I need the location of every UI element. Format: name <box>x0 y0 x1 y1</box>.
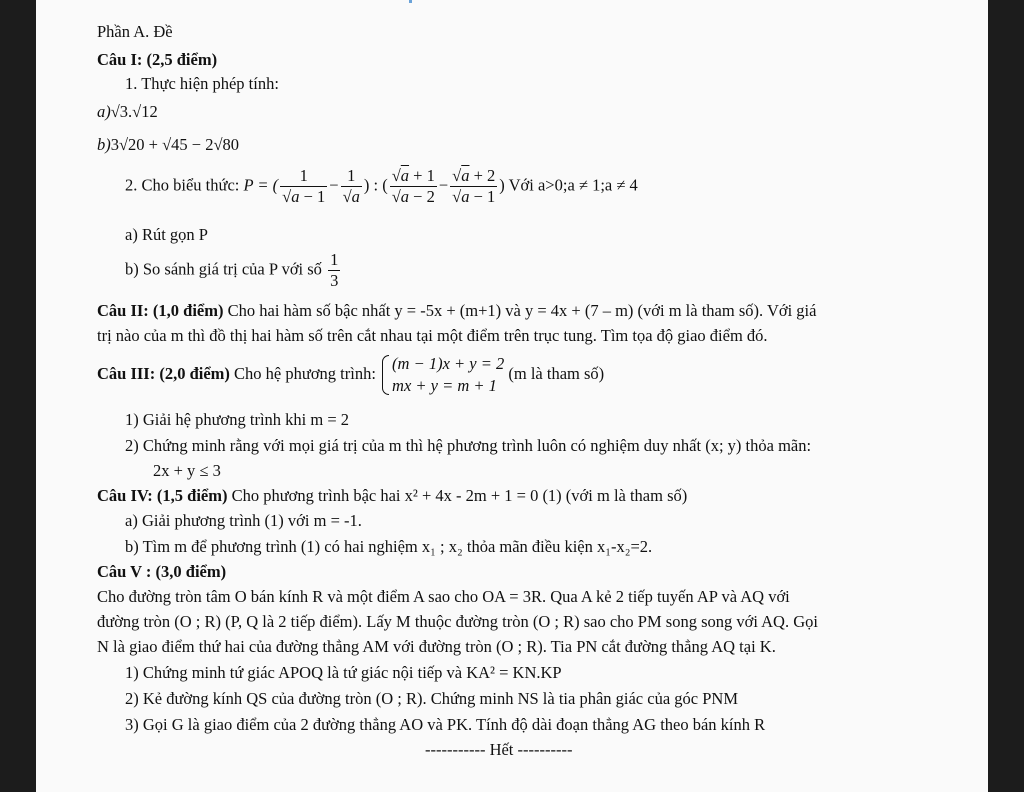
q1-part-b <box>97 135 239 155</box>
parameter-note: (m là tham số) <box>508 363 605 383</box>
question-2-title: Câu II: (1,0 điểm) <box>97 301 224 320</box>
q5-paragraph-1: Cho đường tròn tâm O bán kính R và một điểm A sao cho OA = 3R. Qua A kẻ 2 tiếp tuyến AP và AQ với <box>97 587 790 606</box>
question-4-intro: Cho phương trình bậc hai x² + 4x - 2m + 1 = 0 (1) (với m là tham số) <box>231 486 688 505</box>
fraction-2: $\frac{1}{√a}$ <box>342 166 360 206</box>
q5-paragraph-3: N là giao điểm thứ hai của đường thẳng AM với đường tròn (O ; R). Tia PN cắt đường thẳng AQ tại K. <box>97 637 776 656</box>
q3-item-2: 2) Chứng minh rằng với mọi giá trị của m thì hệ phương trình luôn có nghiệm duy nhất (x; y) thỏa mãn: <box>125 436 812 455</box>
q4-part-a: a) Giải phương trình (1) với m = -1. <box>125 511 362 530</box>
p-expression: P = ( <box>243 175 279 195</box>
fraction-4: $\frac{√a + 2}{√a - 1}$ <box>452 166 496 206</box>
q5-item-1: 1) Chứng minh tứ giác APOQ là tứ giác nội tiếp và KA² = KN.KP <box>125 663 562 682</box>
question-2-line-1 <box>97 301 816 321</box>
q1-sub-b <box>125 250 342 291</box>
q1-part-a-expr: √3.√12 <box>110 102 158 121</box>
one-third-fraction: $\frac{1}{3}$ <box>330 250 339 290</box>
q1-part-b-expr: 3√20 + √45 − 2√80 <box>110 135 240 154</box>
q1-sub-b-text: b) So sánh giá trị của P với số <box>125 259 322 279</box>
q1-item-2-label: 2. Cho biểu thức: <box>125 175 240 195</box>
equation-system <box>380 353 504 397</box>
end-marker: ----------- Hết ---------- <box>425 740 573 759</box>
q3-item-1: 1) Giải hệ phương trình khi m = 2 <box>125 410 350 429</box>
q1-part-a-label: a) <box>97 102 111 121</box>
equation-2: mx + y = m + 1 <box>392 376 497 395</box>
question-3-line <box>97 353 604 397</box>
question-1-title: Câu I: (2,5 điểm) <box>97 50 218 69</box>
question-5-title: Câu V : (3,0 điểm) <box>97 562 227 581</box>
q1-sub-a: a) Rút gọn P <box>125 225 208 244</box>
section-heading: Phần A. Đề <box>97 22 173 41</box>
question-2-line-2: trị nào của m thì đồ thị hai hàm số trên cắt nhau tại một điểm trên trục tung. Tìm tọa độ giao điểm đó. <box>97 326 768 345</box>
domain-condition: Với a>0;a ≠ 1;a ≠ 4 <box>508 175 638 195</box>
fraction-1: $\frac{1}{√a - 1}$ <box>282 166 326 206</box>
q1-item-1: 1. Thực hiện phép tính: <box>125 74 279 93</box>
question-3-title: Câu III: (2,0 điểm) <box>97 363 230 383</box>
question-2-text-1: Cho hai hàm số bậc nhất y = -5x + (m+1) và y = 4x + (7 – m) (với m là tham số). Với giá <box>227 301 817 320</box>
q1-part-a <box>97 102 158 122</box>
equation-1: (m − 1)x + y = 2 <box>392 354 505 373</box>
fraction-3: $\frac{√a + 1}{√a - 2}$ <box>391 166 435 206</box>
q4-part-b: b) Tìm m để phương trình (1) có hai nghiệm x₁ ; x₂ thỏa mãn điều kiện x₁-x₂=2. <box>125 537 653 556</box>
q5-paragraph-2: đường tròn (O ; R) (P, Q là 2 tiếp điểm). Lấy M thuộc đường tròn (O ; R) sao cho PM song song với AQ. Gọi <box>97 612 818 631</box>
q5-item-2: 2) Kẻ đường kính QS của đường tròn (O ; R). Chứng minh NS là tia phân giác của góc PNM <box>125 689 738 708</box>
scroll-marker <box>409 0 412 3</box>
question-4-title: Câu IV: (1,5 điểm) <box>97 486 228 505</box>
q5-item-3: 3) Gọi G là giao điểm của 2 đường thẳng AO và PK. Tính độ dài đoạn thẳng AG theo bán kính R <box>125 715 766 734</box>
question-3-intro: Cho hệ phương trình: <box>234 363 376 383</box>
q3-item-2-condition: 2x + y ≤ 3 <box>153 461 221 480</box>
q1-part-b-label: b) <box>97 135 111 154</box>
question-4-line <box>97 486 687 506</box>
q1-item-2: 2. Cho biểu thức: P = ( $\frac{1}{√a - 1}$ − $\frac{1}{√a}$ ) : ( $\frac{√a + 1}{√a - 2}$ − $\frac{√a + 2}{√a - 1}$ ) Với a>0;a ≠ 1;a ≠ 4 <box>125 166 638 206</box>
